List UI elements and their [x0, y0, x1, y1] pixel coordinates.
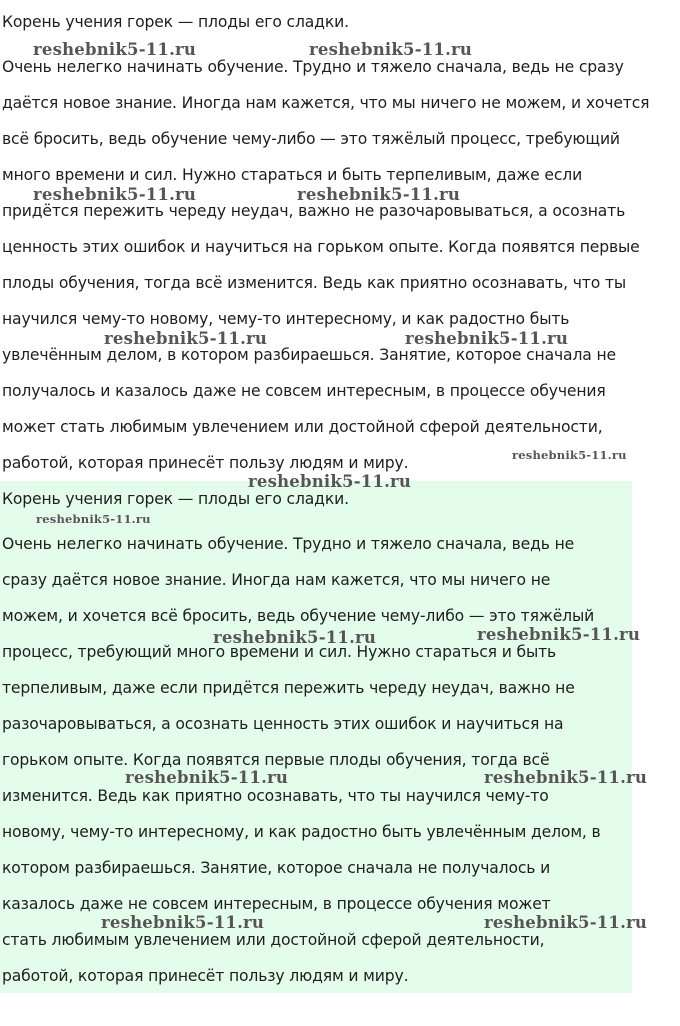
- text-line: процесс, требующий много времени и сил. Нужно стараться и быть: [2, 643, 557, 661]
- text-line: увлечённым делом, в котором разбираешься. Занятие, которое сначала не: [2, 346, 616, 364]
- watermark: reshebnik5-11.ru: [125, 768, 289, 787]
- watermark: reshebnik5-11.ru: [309, 40, 473, 59]
- watermark: reshebnik5-11.ru: [484, 768, 648, 787]
- text-line: Очень нелегко начинать обучение. Трудно и тяжело сначала, ведь не сразу: [2, 58, 624, 76]
- text-line: котором разбираешься. Занятие, которое сначала не получалось и: [2, 859, 551, 877]
- text-line: Корень учения горек — плоды его сладки.: [2, 13, 349, 31]
- text-line: Очень нелегко начинать обучение. Трудно и тяжело сначала, ведь не: [2, 535, 575, 553]
- text-line: может стать любимым увлечением или достойной сферой деятельности,: [2, 418, 603, 436]
- text-line: изменится. Ведь как приятно осознавать, что ты научился чему-то: [2, 787, 549, 805]
- text-line: можем, и хочется всё бросить, ведь обучение чему-либо — это тяжёлый: [2, 607, 595, 625]
- watermark: reshebnik5-11.ru: [33, 185, 197, 204]
- watermark: reshebnik5-11.ru: [104, 329, 268, 348]
- text-line: ценность этих ошибок и научиться на горьком опыте. Когда появятся первые: [2, 238, 640, 256]
- text-line: придётся пережить череду неудач, важно не разочаровываться, а осознать: [2, 202, 626, 220]
- text-line: плоды обучения, тогда всё изменится. Ведь как приятно осознавать, что ты: [2, 274, 627, 292]
- text-line: стать любимым увлечением или достойной сферой деятельности,: [2, 931, 545, 949]
- watermark: reshebnik5-11.ru: [33, 40, 197, 59]
- text-line: разочаровываться, а осознать ценность этих ошибок и научиться на: [2, 715, 564, 733]
- text-line: всё бросить, ведь обучение чему-либо — это тяжёлый процесс, требующий: [2, 130, 620, 148]
- text-line: горьком опыте. Когда появятся первые плоды обучения, тогда всё: [2, 751, 550, 769]
- watermark: reshebnik5-11.ru: [213, 628, 377, 647]
- text-line: научился чему-то новому, чему-то интересному, и как радостно быть: [2, 310, 570, 328]
- watermark: reshebnik5-11.ru: [248, 472, 412, 491]
- text-line: получалось и казалось даже не совсем интересным, в процессе обучения: [2, 382, 606, 400]
- watermark: reshebnik5-11.ru: [477, 625, 641, 644]
- text-line: сразу даётся новое знание. Иногда нам кажется, что мы ничего не: [2, 571, 551, 589]
- text-line: работой, которая принесёт пользу людям и миру.: [2, 454, 409, 472]
- text-line: даётся новое знание. Иногда нам кажется, что мы ничего не можем, и хочется: [2, 94, 650, 112]
- watermark: reshebnik5-11.ru: [297, 185, 461, 204]
- text-line: работой, которая принесёт пользу людям и миру.: [2, 967, 409, 985]
- watermark: reshebnik5-11.ru: [484, 913, 648, 932]
- text-line: много времени и сил. Нужно стараться и быть терпеливым, даже если: [2, 166, 583, 184]
- watermark: reshebnik5-11.ru: [36, 512, 151, 526]
- watermark: reshebnik5-11.ru: [512, 448, 627, 462]
- watermark: reshebnik5-11.ru: [405, 329, 569, 348]
- text-line: новому, чему-то интересному, и как радостно быть увлечённым делом, в: [2, 823, 601, 841]
- watermark: reshebnik5-11.ru: [101, 913, 265, 932]
- text-line: Корень учения горек — плоды его сладки.: [2, 490, 349, 508]
- text-line: терпеливым, даже если придётся пережить череду неудач, важно не: [2, 679, 575, 697]
- text-line: казалось даже не совсем интересным, в процессе обучения может: [2, 895, 551, 913]
